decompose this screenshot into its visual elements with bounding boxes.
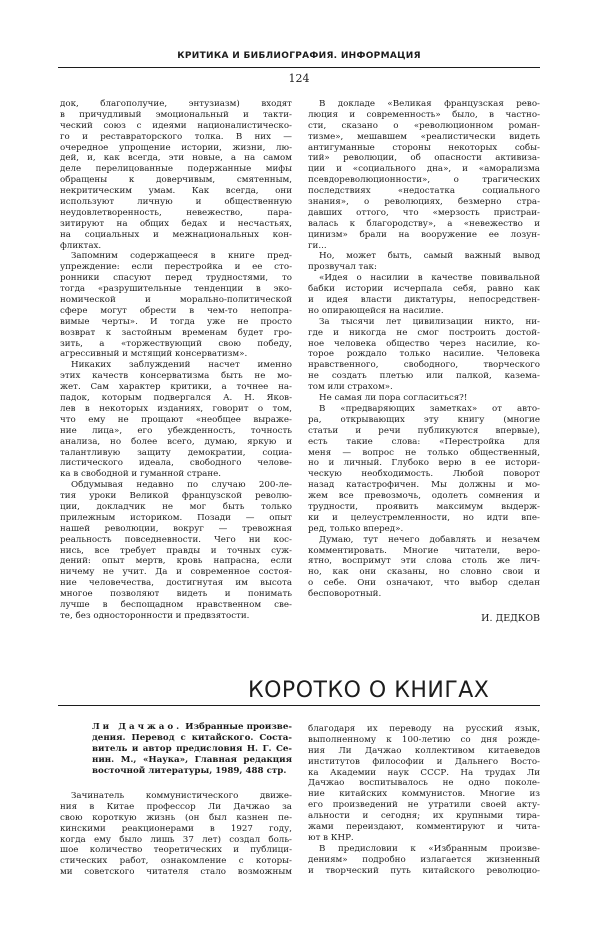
text-line: деле перелицованные подержанные мифы [60, 164, 292, 175]
text-line: валась к благородству», а «невежество и [308, 218, 540, 229]
text-line: но и личный. Глубоко верю в ее истори- [308, 458, 540, 469]
text-line: комментировать. Многие читатели, веро- [308, 545, 540, 556]
review-left-column [60, 99, 292, 622]
text-line: ние лица», его убежденность, точность [60, 425, 292, 436]
text-line: Дачжао воспитывалось не одно поколе- [308, 778, 540, 789]
text-line: лев в некоторых изданиях, говорит о том, [60, 403, 292, 414]
text-line: бабки истории исчерпала себя, равно как [308, 284, 540, 295]
text-line: В предисловии к «Избранным произве- [319, 843, 540, 854]
text-line: ка в свободной и гуманной стране. [60, 469, 222, 480]
text-line: жами переиздают, комментируют и чита- [308, 822, 540, 833]
text-line: торое рождало только насилие. Человека [308, 349, 540, 360]
text-line: ка Академии наук СССР. На трудах Ли [308, 767, 540, 778]
text-line: шое количество теоретических и публици- [60, 845, 292, 856]
header-rule [58, 67, 540, 68]
text-line: его произведений не утратили своей акту- [308, 800, 540, 811]
text-line: Зачинатель коммунистического движе- [71, 791, 292, 801]
citation-line: витель и автор предисловия Н. Г. Се- [92, 743, 292, 754]
text-line: прилежным историком. Позади — опыт [60, 512, 292, 523]
text-line: анализа, но более всего, думаю, яркую и [60, 436, 292, 447]
text-line: ред, только вперед». [308, 523, 404, 534]
paragraph [60, 99, 292, 251]
text-line: ятно, воспримут эти слова столь же лич- [308, 556, 540, 567]
running-head: КРИТИКА И БИБЛИОГРАФИЯ. ИНФОРМАЦИЯ [177, 51, 421, 61]
text-line: В докладе «Великая французская рево- [319, 99, 540, 109]
text-line: номической и морально-политической [60, 295, 292, 306]
text-line: тий» революции, об опасности активиза- [308, 153, 540, 164]
books-right-column [308, 724, 540, 876]
citation-title: Избранные произве- [185, 722, 292, 732]
text-line: тогда «разрушительные тенденции в эко- [60, 284, 292, 295]
citation-line: восточной литературы, 1989, 488 стр. [92, 765, 287, 776]
text-line: бесповоротный. [308, 589, 382, 600]
text-line: талантливую защиту демократии, социа- [60, 447, 292, 458]
paragraph [308, 844, 540, 877]
text-line: жет. Сам характер критики, а точнее на- [60, 382, 292, 393]
text-line: когда ему было лишь 37 лет) создал боль- [60, 834, 292, 845]
text-line: агрессивный и мстящий консерватизм». [60, 349, 248, 360]
text-line: институтов философии и Дальнего Восто- [308, 756, 540, 767]
text-line: о себе. Они означают, что выбор сделан [308, 578, 540, 589]
text-line: лучше в беспощадном нравственном све- [60, 599, 292, 610]
text-line: Не самая ли пора согласиться?! [319, 393, 468, 404]
text-line: вимые черты». И тогда уже не просто [60, 316, 292, 327]
text-line: ги... [308, 240, 327, 251]
text-line: док, благополучие, энтузиазм) входят [60, 99, 292, 109]
text-line: меня — вопрос не только общественный, [308, 447, 540, 458]
text-line: ния в Китае профессор Ли Дачжао за [60, 801, 292, 812]
text-line: ра, открывающих эту книгу (многие [308, 414, 540, 425]
text-line: свою короткую жизнь (он был казнен пе- [60, 812, 292, 823]
text-line: сти, сказано о «революционном роман- [308, 120, 540, 131]
text-line: тизме», мешавшем «реалистически видеть [308, 131, 540, 142]
text-line: упреждение: если перестройка и ее сто- [60, 262, 292, 273]
text-line: и идея власти диктатуры, непосредствен- [308, 295, 540, 306]
paragraph [60, 251, 292, 360]
page-number: 124 [288, 72, 310, 85]
text-line: псевдореволюционности», о трагических [308, 175, 540, 186]
text-line: знания», о революциях, безмерно стра- [308, 197, 540, 208]
text-line: в причудливый эмоциональный и такти- [60, 109, 292, 120]
section-rule [58, 705, 540, 706]
text-line: «Идея о насилии в качестве повивальной [319, 273, 540, 284]
text-line: люция и современность» было, в частно- [308, 109, 540, 120]
text-line: ничему не учит. Да и современное состоя- [60, 567, 292, 578]
text-line: Обдумывая недавно по случаю 200-ле- [71, 480, 292, 491]
text-line: реальность повседневности. Чего ни кос- [60, 534, 292, 545]
book-citation [92, 722, 292, 776]
text-line: антигуманные стороны некоторых собы- [308, 142, 540, 153]
text-line: За тысячи лет цивилизации никто, ни- [319, 316, 540, 327]
text-line: есть такие слова: «Перестройка для [308, 436, 540, 447]
text-line: многое позволяют видеть и понимать [60, 589, 292, 600]
text-line: дениям» подробно излагается жизненный [308, 854, 540, 865]
text-line: прозвучал так: [308, 262, 377, 273]
text-line: возврат к застойным временам будет гро- [60, 327, 292, 338]
text-line: обращены к доверчивым, смятенным, [60, 175, 292, 186]
section-title: КОРОТКО О КНИГАХ [248, 678, 490, 703]
text-line: листического идеала, свободного челове- [60, 458, 292, 469]
paragraph [308, 404, 540, 535]
text-line: цинизм» брали на вооружение ее лозун- [308, 229, 540, 240]
review-author: И. ДЕДКОВ [481, 613, 540, 624]
text-line: этих качеств консерватизма быть не мо- [60, 371, 292, 382]
citation-line [92, 722, 292, 733]
text-line: Никаких заблуждений насчет именно [71, 360, 292, 371]
text-line: дений: опыт мертв, кровь напрасна, если [60, 556, 292, 567]
text-line: дей, и, как всегда, эти новые, а на самом [60, 153, 292, 164]
text-line: ние китайских коммунистов. Многие из [308, 789, 540, 800]
paragraph [308, 393, 540, 404]
text-line: зить, а «торжествующий свою победу, [60, 338, 292, 349]
paragraph [308, 99, 540, 251]
text-line: некритическим умам. Как всегда, они [60, 186, 292, 197]
text-line: выполненному к 100-летию со дня рожде- [308, 734, 540, 745]
citation-author: Ли Дачжао. [92, 722, 183, 732]
text-line: назад катастрофичен. Мы должны и мо- [308, 480, 540, 491]
text-line: го и реставраторского толка. В них — [60, 131, 292, 142]
text-line: благодаря их переводу на русский язык, [308, 724, 540, 734]
text-line: фликтах. [60, 240, 102, 251]
text-line: Но, может быть, самый важный вывод [319, 251, 540, 262]
text-line: ронники спасуют перед трудностями, то [60, 273, 292, 284]
text-line: ния Ли Дачжао коллективом китаеведов [308, 745, 540, 756]
citation-line: дения. Перевод с китайского. Соста- [92, 732, 292, 743]
text-line: нравственного, свободного, творческого [308, 360, 540, 371]
text-line: тия уроки Великой французской револю- [60, 491, 292, 502]
citation-line: нин. М., «Наука», Главная редакция [92, 754, 292, 765]
text-line: ми советского читателя стало возможным [60, 867, 292, 878]
text-line: но опирающейся на насилие. [308, 305, 444, 316]
text-line: ки и целеустремленности, но идти впе- [308, 512, 540, 523]
text-line: Запомним содержащееся в книге пред- [71, 251, 292, 262]
text-line: неудовлетворенность, невежество, пара- [60, 207, 292, 218]
text-line: ние человечества, достигнутая им высота [60, 578, 292, 589]
text-line: на социальных и межнациональных кон- [60, 229, 292, 240]
text-line: зитируют на общих бедах и несчастьях, [60, 218, 292, 229]
text-line: нашей революции, вокруг — тревожная [60, 523, 292, 534]
text-line: ют в КНР. [308, 832, 354, 843]
text-line: и творческий путь китайского революцио- [308, 865, 540, 876]
text-line: ное человека общество через насилие, ко- [308, 338, 540, 349]
text-line: ции, докладчик не мог быть только [60, 501, 292, 512]
text-line: В «предваряющих заметках» от авто- [319, 403, 540, 414]
paragraph [60, 360, 292, 480]
text-line: сфере могут обрести в чем-то непопра- [60, 305, 292, 316]
text-line: но, как они сказаны, но словно свои и [308, 567, 540, 578]
text-line: очередное упрощение истории, жизни, лю- [60, 142, 292, 153]
text-line: падок, которым подвергался А. Н. Яков- [60, 393, 292, 404]
text-line: ческую необходимость. Любой поворот [308, 469, 540, 480]
books-left-column [60, 791, 292, 878]
paragraph [308, 251, 540, 273]
text-line: давших оттого, что «мерзость пристраи- [308, 207, 540, 218]
text-line: Думаю, тут нечего добавлять и незачем [319, 534, 540, 545]
text-line: стических работ, ознакомление с которы- [60, 856, 292, 867]
paragraph [60, 791, 292, 878]
paragraph [308, 317, 540, 393]
text-line: используют личную и общественную [60, 197, 292, 208]
text-line: альности и сегодня; их крупными тира- [308, 811, 540, 822]
text-line: последствиях «недостатка социального [308, 186, 540, 197]
review-right-column [308, 99, 540, 600]
paragraph [308, 273, 540, 317]
text-line: статьи и речи публикуются впервые), [308, 425, 540, 436]
text-line: жем все превозмочь, одолеть сомнения и [308, 491, 540, 502]
text-line: не создать плетью или палкой, казема- [308, 371, 540, 382]
text-line: нись, все требует правды и точных суж- [60, 545, 292, 556]
text-line: ческий союз с идеями националистическо- [60, 120, 292, 131]
paragraph [60, 480, 292, 622]
text-line: ции и «социального дна», и «аморализма [308, 164, 540, 175]
text-line: том или страхом». [308, 382, 393, 393]
text-line: те, без односторонности и предвзятости. [60, 610, 250, 621]
text-line: трудности, проявить максимум выдерж- [308, 501, 540, 512]
text-line: кинскими реакционерами в 1927 году, [60, 823, 292, 834]
paragraph [308, 724, 540, 844]
paragraph [308, 535, 540, 600]
text-line: где и никогда не смог построить достой- [308, 327, 540, 338]
text-line: что ему не прощают «необщее выраже- [60, 414, 292, 425]
